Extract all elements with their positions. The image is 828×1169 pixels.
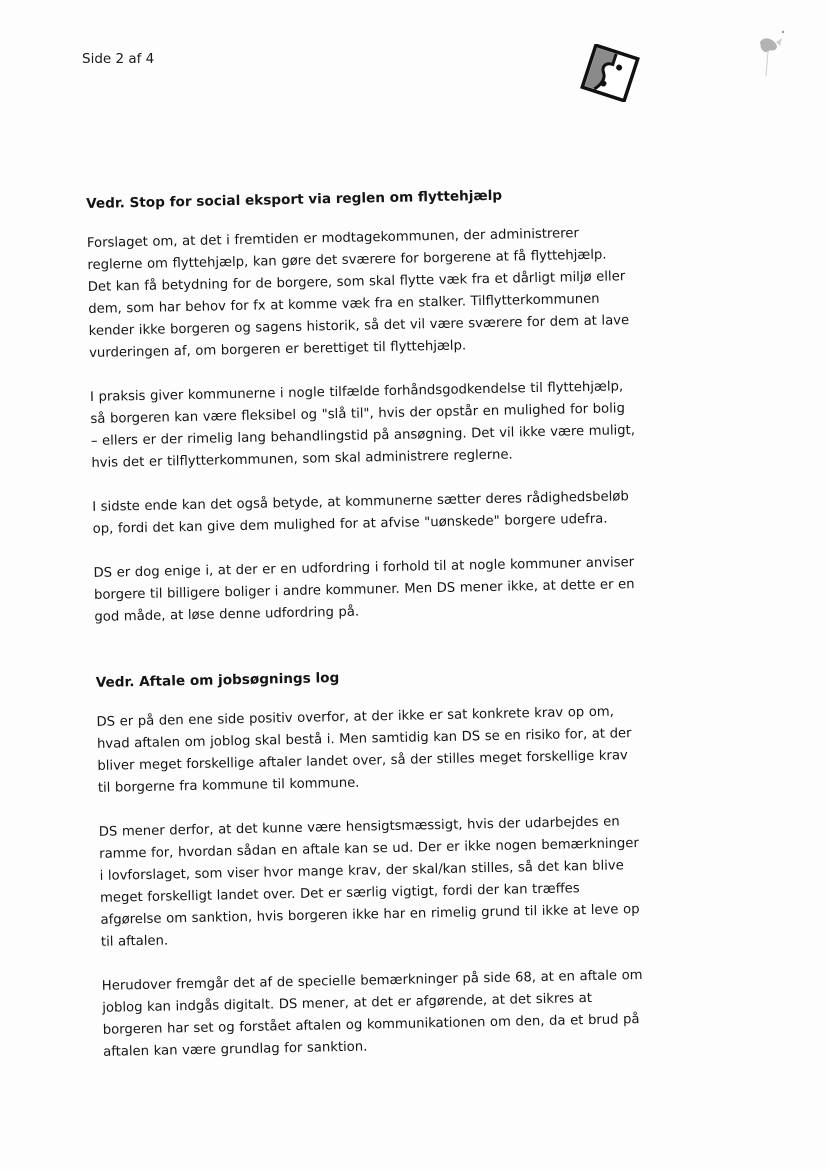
paragraph: DS er dog enige i, at der er en udfordring i forhold til at nogle kommuner anviser borgere til billigere boliger i andre kommuner. Men DS mener ikke, at dette er en god måde, at løse denne udfordring på. xyxy=(93,555,635,625)
organization-logo xyxy=(580,44,640,102)
section-heading: Vedr. Stop for social eksport via reglen om flyttehjælp xyxy=(86,187,503,212)
section-job-search-log xyxy=(96,664,649,1064)
paragraph: DS er på den ene side positiv overfor, at der ikke er sat konkrete krav op om, hvad aftalen om joblog skal bestå i. Men samtidig kan DS se en risiko for, at der bliver meget forskellige aftaler landet over, så der stilles meget forskellige krav til borgerne fra kommune til kommune. xyxy=(96,704,632,796)
paragraph: Herudover fremgår det af de specielle bemærkninger på side 68, at en aftale om joblog kan indgås digitalt. DS mener, at det er afgørende, at det sikres at borgeren har set og forstået aftalen og kommunikationen om den, da et brud på aftalen kan være grundlag for sanktion. xyxy=(101,967,643,1060)
paragraph: DS mener derfor, at det kunne være hensigtsmæssigt, hvis der udarbejdes en ramme for, hvordan sådan en aftale kan se ud. Der er ikke nogen bemærkninger i lovforslaget, som viser hvor mange krav, der skal/kan stilles, så det kan blive meget forskelligt landet over. Det er særlig vigtigt, fordi der kan træffes afgørelse om sanktion, hvis borgeren ikke har en rimelig grund til ikke at leve op til aftalen. xyxy=(98,814,640,950)
paragraph: I praksis giver kommunerne i nogle tilfælde forhåndsgodkendelse til flyttehjælp, så borgeren kan være fleksibel og "slå til", hvis der opstår en mulighed for bolig – ellers er der rimelig lang behandlingstid på ansøgning. Det vil ikke være muligt, hvis det er tilflytterkommunen, som skal administrere reglerne. xyxy=(89,379,636,471)
section-social-export xyxy=(86,185,640,629)
paragraph: Forslaget om, at det i fremtiden er modtagekommunen, der administrerer reglerne om flyttehjælp, kan gøre det sværere for borgerene at få flyttehjælp. Det kan få betydning for de borgere, som skal flytte væk fra et dårligt miljø eller dem, som har behov for fx at komme væk fra en stalker. Tilflytterkommunen kender ikke borgeren og sagens historik, så det vil være sværere for dem at lave vurderingen af, om borgeren er berettiget til flyttehjælp. xyxy=(86,226,630,361)
letter-body xyxy=(86,185,649,1086)
paragraph: I sidste ende kan det også betyde, at kommunerne sætter deres rådighedsbeløb op, fordi det kan give dem mulighed for at afvise "uønskede" borgere udefra. xyxy=(92,489,629,537)
section-heading: Vedr. Aftale om jobsøgnings log xyxy=(95,670,340,691)
scan-smudge xyxy=(752,20,792,82)
page-number: Side 2 af 4 xyxy=(82,51,155,67)
